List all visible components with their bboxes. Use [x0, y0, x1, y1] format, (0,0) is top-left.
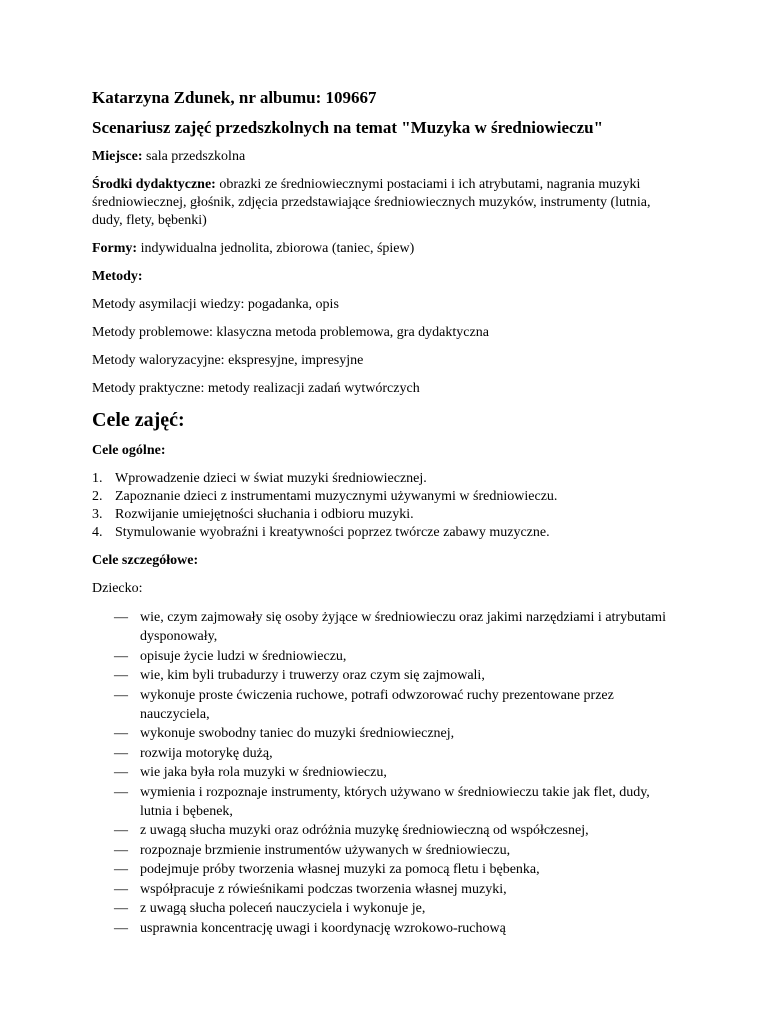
dash-bullet-icon: — — [114, 901, 128, 916]
dash-bullet-icon: — — [114, 687, 128, 703]
dash-bullet-icon: — — [114, 745, 128, 761]
item-number: 2. — [92, 489, 103, 504]
item-number: 4. — [92, 525, 103, 540]
list-item — [92, 821, 676, 840]
dash-bullet-icon: — — [114, 823, 128, 838]
list-item — [92, 744, 676, 763]
dash-bullet-icon: — — [114, 668, 128, 683]
general-goals-label: Cele ogólne: — [92, 443, 166, 458]
document-title: Scenariusz zajęć przedszkolnych na temat "Muzyka w średniowieczu" — [92, 118, 604, 137]
list-item — [92, 860, 676, 879]
list-item — [92, 524, 676, 542]
item-text: wykonuje swobodny taniec do muzyki średniowiecznej, — [140, 726, 455, 741]
general-goals-list — [92, 470, 676, 542]
dash-bullet-icon: — — [114, 765, 128, 780]
means-value: obrazki ze średniowiecznymi postaciami i ich atrybutami, nagrania muzyki średniowiecznej, głośnik, zdjęcia przedstawiające średniowiecznych muzyków, instrumenty (lutnia, dudy, flety, bębenki) — [92, 177, 651, 228]
list-item — [92, 666, 676, 685]
dash-bullet-icon: — — [114, 784, 128, 800]
dash-bullet-icon: — — [114, 842, 128, 858]
item-number: 1. — [92, 471, 103, 486]
item-text: z uwagą słucha poleceń nauczyciela i wykonuje je, — [140, 901, 426, 916]
goals-heading: Cele zajęć: — [92, 409, 185, 431]
method-item: Metody problemowe: klasyczna metoda problemowa, gra dydaktyczna — [92, 325, 489, 340]
method-item: Metody waloryzacyjne: ekspresyjne, impresyjne — [92, 353, 364, 368]
item-text: Wprowadzenie dzieci w świat muzyki średniowiecznej. — [115, 471, 427, 486]
list-item — [92, 724, 676, 743]
item-number: 3. — [92, 507, 103, 522]
place-value: sala przedszkolna — [142, 149, 246, 164]
list-item — [92, 488, 676, 506]
place-label: Miejsce: — [92, 149, 143, 164]
item-text: współpracuje z rówieśnikami podczas tworzenia własnej muzyki, — [140, 881, 507, 897]
dash-bullet-icon: — — [114, 648, 128, 664]
item-text: Zapoznanie dzieci z instrumentami muzycznymi używanymi w średniowieczu. — [115, 489, 558, 504]
item-text: rozwija motorykę dużą, — [140, 745, 273, 761]
specific-goals-intro: Dziecko: — [92, 581, 143, 596]
list-item — [92, 686, 676, 724]
specific-goals-label: Cele szczegółowe: — [92, 553, 199, 568]
list-item — [92, 647, 676, 666]
forms-paragraph — [92, 240, 676, 258]
list-item — [92, 783, 676, 821]
item-text: wykonuje proste ćwiczenia ruchowe, potrafi odwzorować ruchy prezentowane przez nauczyciela, — [140, 687, 614, 722]
item-text: wie jaka była rola muzyki w średniowieczu, — [140, 765, 387, 780]
list-item — [92, 763, 676, 782]
item-text: podejmuje próby tworzenia własnej muzyki za pomocą fletu i bębenka, — [140, 862, 540, 877]
method-item: Metody praktyczne: metody realizacji zadań wytwórczych — [92, 381, 420, 396]
item-text: Stymulowanie wyobraźni i kreatywności poprzez twórcze zabawy muzyczne. — [115, 525, 550, 540]
item-text: rozpoznaje brzmienie instrumentów używanych w średniowieczu, — [140, 842, 511, 858]
list-item — [92, 506, 676, 524]
item-text: usprawnia koncentrację uwagi i koordynację wzrokowo-ruchową — [140, 920, 506, 936]
means-paragraph — [92, 176, 676, 230]
place-paragraph — [92, 148, 676, 166]
list-item — [92, 880, 676, 899]
item-text: wymienia i rozpoznaje instrumenty, których używano w średniowieczu takie jak flet, dudy, lutnia i bębenek, — [140, 784, 650, 819]
methods-label: Metody: — [92, 269, 143, 284]
list-item — [92, 470, 676, 488]
dash-bullet-icon: — — [114, 610, 128, 625]
list-item — [92, 919, 676, 938]
forms-value: indywidualna jednolita, zbiorowa (taniec, śpiew) — [137, 241, 415, 256]
item-text: wie, kim byli trubadurzy i truwerzy oraz czym się zajmowali, — [140, 668, 485, 683]
item-text: opisuje życie ludzi w średniowieczu, — [140, 648, 347, 664]
means-label: Środki dydaktyczne: — [92, 177, 216, 192]
list-item — [92, 608, 676, 646]
item-text: z uwagą słucha muzyki oraz odróżnia muzykę średniowieczną od współczesnej, — [140, 823, 589, 838]
list-item — [92, 899, 676, 918]
item-text: Rozwijanie umiejętności słuchania i odbioru muzyki. — [115, 507, 414, 522]
specific-goals-list — [92, 608, 676, 938]
method-item: Metody asymilacji wiedzy: pogadanka, opis — [92, 297, 339, 312]
list-item — [92, 841, 676, 860]
author-heading: Katarzyna Zdunek, nr albumu: 109667 — [92, 88, 377, 107]
dash-bullet-icon: — — [114, 920, 128, 936]
dash-bullet-icon: — — [114, 881, 128, 897]
dash-bullet-icon: — — [114, 726, 128, 741]
item-text: wie, czym zajmowały się osoby żyjące w średniowieczu oraz jakimi narzędziami i atrybutami dysponowały, — [140, 610, 666, 644]
dash-bullet-icon: — — [114, 862, 128, 877]
forms-label: Formy: — [92, 241, 138, 256]
